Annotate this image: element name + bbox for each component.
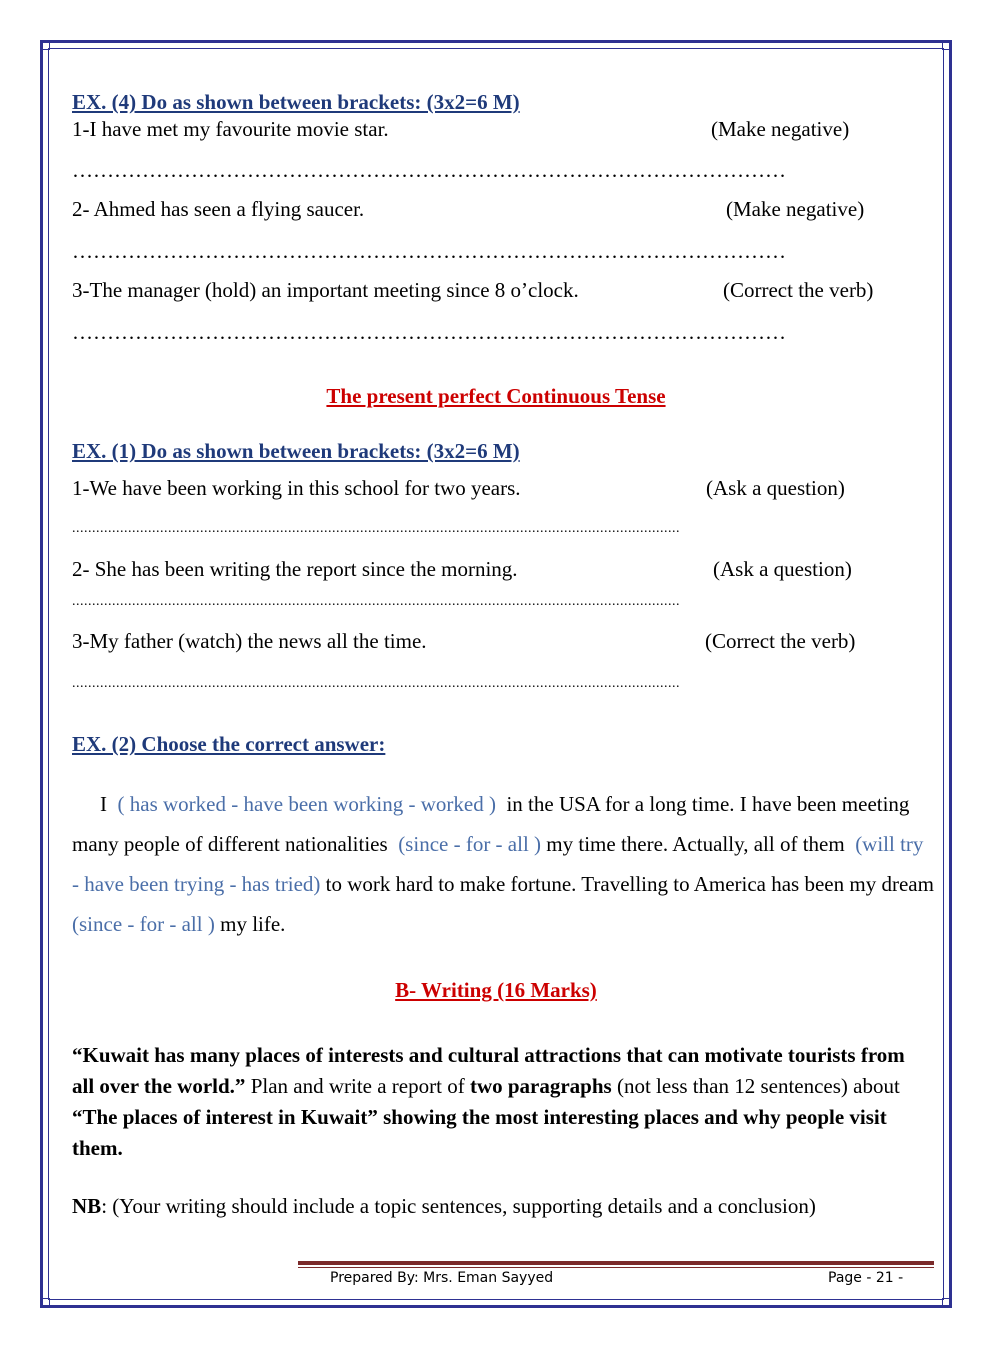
ex4-item-2-instruction: (Make negative): [726, 197, 865, 221]
ex2-paragraph: [72, 784, 934, 944]
border-corner: [942, 1298, 952, 1308]
footer-prepared-by: Prepared By: Mrs. Eman Sayyed: [330, 1270, 554, 1286]
writing-heading: B- Writing (16 Marks): [395, 978, 597, 1002]
ex2-text: my life.: [220, 912, 286, 936]
writing-prompt: [72, 1040, 928, 1164]
ex1-item-3-instruction: (Correct the verb): [705, 629, 856, 653]
ex2-text: in the USA for a long time. I have been meeting many people of different nationalities: [72, 792, 910, 856]
answer-line[interactable]: ........................................................................................................................................................: [72, 521, 680, 536]
ex2-heading: EX. (2) Choose the correct answer:: [72, 732, 386, 756]
ex2-text: to work hard to make fortune. Travelling to America has been my dream: [325, 872, 934, 896]
ex2-text: I: [100, 792, 107, 816]
border-corner: [40, 1298, 50, 1308]
answer-line[interactable]: ........................................................................................................................................................: [72, 676, 680, 691]
answer-line[interactable]: ........................................................................................................................................................: [72, 594, 680, 609]
footer-rule: [298, 1267, 934, 1268]
ex1-item-3-text: 3-My father (watch) the news all the time.: [72, 629, 427, 653]
writing-text: Plan and write a report of: [245, 1074, 470, 1098]
ex4-item-1-instruction: (Make negative): [711, 117, 850, 141]
answer-line[interactable]: …………………………………………………………………………………………: [72, 320, 786, 344]
ex2-options-1[interactable]: ( has worked - have been working - worked ): [117, 792, 496, 816]
border-corner: [40, 40, 50, 50]
nb-label: NB: [72, 1194, 102, 1218]
writing-quote: “Kuwait has many places of interests and cultural attractions that can motivate tourists from all over the world.”: [72, 1043, 905, 1098]
nb-text: : (Your writing should include a topic sentences, supporting details and a conclusion): [101, 1194, 816, 1218]
writing-bold: two paragraphs: [469, 1074, 612, 1098]
ex4-heading: EX. (4) Do as shown between brackets: (3x2=6 M): [72, 90, 520, 114]
section-title: The present perfect Continuous Tense: [326, 384, 666, 408]
writing-text: (not less than 12 sentences) about: [611, 1074, 900, 1098]
ex4-item-1-text: 1-I have met my favourite movie star.: [72, 117, 389, 141]
border-corner: [942, 40, 952, 50]
writing-note: [72, 1194, 816, 1219]
ex2-options-2[interactable]: (since - for - all ): [398, 832, 542, 856]
ex4-item-3-instruction: (Correct the verb): [723, 278, 874, 302]
ex2-options-3[interactable]: (will try - have been trying - has tried): [72, 832, 924, 896]
ex1-item-2-text: 2- She has been writing the report since the morning.: [72, 557, 518, 581]
ex4-item-2-text: 2- Ahmed has seen a flying saucer.: [72, 197, 365, 221]
footer-rule: [298, 1261, 934, 1265]
ex4-item-3-text: 3-The manager (hold) an important meeting since 8 o’clock.: [72, 278, 579, 302]
answer-line[interactable]: …………………………………………………………………………………………: [72, 239, 786, 263]
ex1-heading: EX. (1) Do as shown between brackets: (3x2=6 M): [72, 439, 520, 463]
footer-page-number: Page - 21 -: [828, 1270, 904, 1286]
answer-line[interactable]: …………………………………………………………………………………………: [72, 158, 786, 182]
ex2-options-4[interactable]: (since - for - all ): [72, 912, 215, 936]
ex1-item-1-text: 1-We have been working in this school for two years.: [72, 476, 521, 500]
ex1-item-2-instruction: (Ask a question): [713, 557, 852, 581]
writing-topic: “The places of interest in Kuwait” showing the most interesting places and why people visit them.: [72, 1105, 887, 1160]
ex1-item-1-instruction: (Ask a question): [706, 476, 845, 500]
ex2-text: my time there. Actually, all of them: [546, 832, 845, 856]
